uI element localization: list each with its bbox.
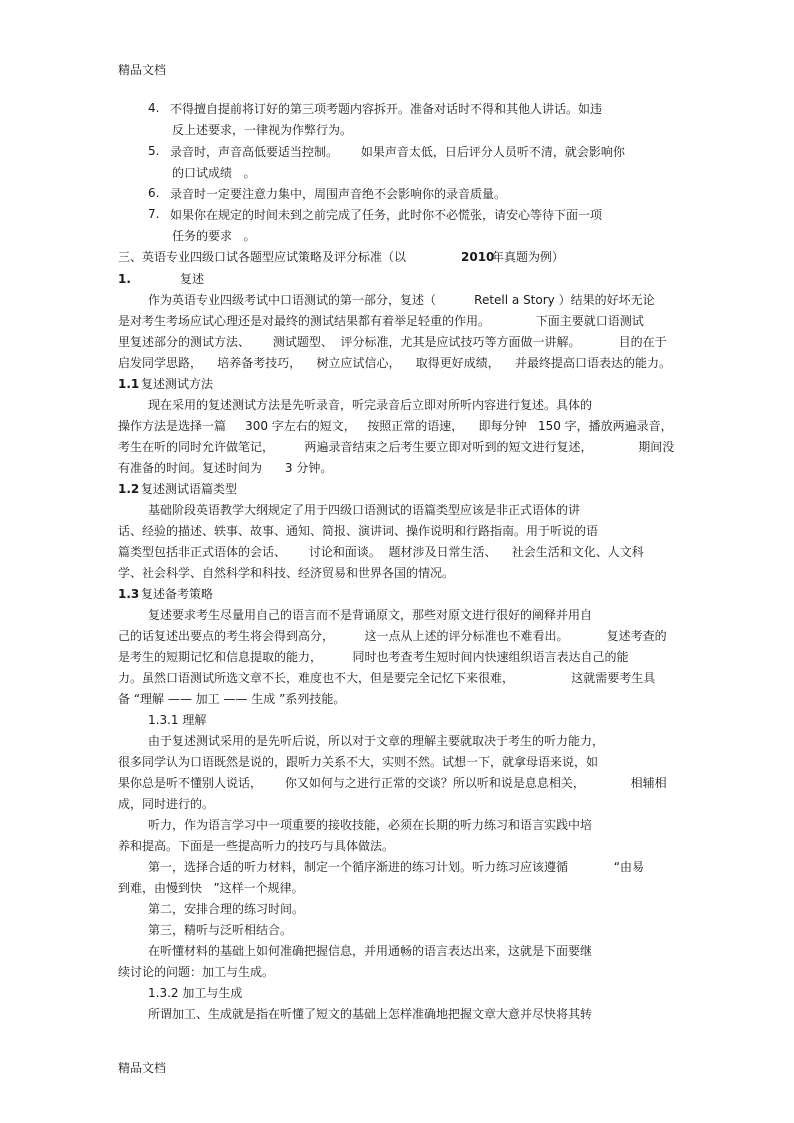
- paragraph-line: 所谓加工、生成就是指在听懂了短文的基础上怎样准确地把握文章大意并尽快将其转: [148, 1007, 593, 1021]
- paragraph-line: 养和提高。下面是一些提高听力的技巧与具体做法。: [118, 839, 395, 853]
- page-header: 精品文档: [118, 63, 167, 77]
- list-item-line: 的口试成绩 。: [172, 166, 256, 180]
- paragraph-line: 很多同学认为口语既然是说的，跟听力关系不大，实则不然。试想一下，就拿母语来说，如: [118, 755, 599, 769]
- heading-number: 1.1: [118, 377, 140, 391]
- paragraph-line: 由于复述测试采用的是先听后说，所以对于文章的理解主要就取决于考生的听力能力，: [148, 734, 605, 748]
- paragraph-line: 是考生的短期记忆和信息提取的能力， 同时也考查考生短时间内快速组织语言表达自己的能: [118, 650, 629, 664]
- paragraph-line: 第一，选择合适的听力材料，制定一个循序渐进的练习计划。听力练习应该遵循 “由易: [148, 860, 644, 874]
- heading-title: 复述备考策略: [141, 587, 214, 601]
- paragraph-line: 果你总是听不懂别人说话， 你又如何与之进行正常的交谈？所以听和说是息息相关， 相辅相: [118, 776, 667, 790]
- paragraph-line: 续讨论的问题：加工与生成。: [118, 965, 275, 979]
- list-item-number: 4.: [148, 101, 160, 115]
- list-item-line: 录音时，声音高低要适当控制。 如果声音太低，日后评分人员听不清，就会影响你: [170, 145, 625, 159]
- section-title-year: 2010: [461, 250, 495, 264]
- paragraph-line: 篇类型包括非正式语体的会话、 讨论和面谈。 题材涉及日常生活、 社会生活和文化、人文科: [118, 545, 644, 559]
- list-item-line: 不得擅自提前将订好的第三项考题内容拆开。准备对话时不得和其他人讲话。如违: [170, 102, 603, 116]
- heading-number: 1.3: [118, 587, 140, 601]
- section-title-suffix: 年真题为例）: [492, 250, 565, 264]
- paragraph-line: 是对考生考场应试心理还是对最终的测试结果都有着举足轻重的作用。 下面主要就口语测试: [118, 314, 644, 328]
- heading-title: 复述测试方法: [141, 377, 214, 391]
- list-item-number: 6.: [148, 186, 160, 200]
- paragraph-line: 操作方法是选择一篇 300 字左右的短文， 按照正常的语速， 即每分钟 150 字，播放两遍录音，: [118, 419, 673, 433]
- paragraph-line: 复述要求考生尽量用自己的语言而不是背诵原文，那些对原文进行很好的阐释并用自: [148, 608, 593, 622]
- paragraph-line: 作为英语专业四级考试中口语测试的第一部分，复述（ Retell a Story ）结果的好坏无论: [148, 293, 655, 307]
- paragraph-line: 启发同学思路， 培养备考技巧， 树立应试信心， 取得更好成绩， 并最终提高口语表达的能力。: [118, 356, 672, 370]
- subheading-132: 1.3.2 加工与生成: [148, 986, 243, 1000]
- list-item-line: 如果你在规定的时间未到之前完成了任务，此时你不必慌张，请安心等待下面一项: [170, 208, 603, 222]
- paragraph-line: 里复述部分的测试方法、 测试题型、 评分标准，尤其是应试技巧等方面做一讲解。 目的在于: [118, 335, 667, 349]
- paragraph-line: 现在采用的复述测试方法是先听录音，听完录音后立即对所听内容进行复述。具体的: [148, 398, 593, 412]
- subsection-number: 1.: [118, 272, 131, 286]
- section-title: 三、英语专业四级口试各题型应试策略及评分标准（以: [118, 250, 407, 264]
- list-item-line: 反上述要求，一律视为作弊行为。: [172, 123, 353, 137]
- subsection-title: 复述: [180, 272, 205, 286]
- paragraph-line: 备 “理解 —— 加工 —— 生成 ”系列技能。: [118, 692, 346, 706]
- heading-title: 复述测试语篇类型: [141, 482, 238, 496]
- paragraph-line: 话、经验的描述、轶事、故事、通知、简报、演讲词、操作说明和行路指南。用于听说的语: [118, 524, 599, 538]
- subheading-131: 1.3.1 理解: [148, 713, 207, 727]
- paragraph-line: 到难，由慢到快 ”这样一个规律。: [118, 881, 304, 895]
- page-footer: 精品文档: [118, 1061, 167, 1075]
- paragraph-line: 在听懂材料的基础上如何准确把握信息，并用通畅的语言表达出来，这就是下面要继: [148, 944, 593, 958]
- heading-number: 1.2: [118, 482, 140, 496]
- paragraph-line: 第二，安排合理的练习时间。: [148, 902, 305, 916]
- paragraph-line: 第三，精听与泛听相结合。: [148, 923, 293, 937]
- paragraph-line: 听力，作为语言学习中一项重要的接收技能，必须在长期的听力练习和语言实践中培: [148, 818, 593, 832]
- list-item-line: 录音时一定要注意力集中，周围声音绝不会影响你的录音质量。: [170, 187, 507, 201]
- list-item-number: 5.: [148, 144, 160, 158]
- list-item-number: 7.: [148, 207, 160, 221]
- paragraph-line: 基础阶段英语教学大纲规定了用于四级口语测试的语篇类型应该是非正式语体的讲: [148, 503, 581, 517]
- list-item-line: 任务的要求 。: [172, 229, 256, 243]
- paragraph-line: 己的话复述出要点的考生将会得到高分， 这一点从上述的评分标准也不难看出。 复述考查的: [118, 629, 667, 643]
- paragraph-line: 学、社会科学、自然科学和科技、经济贸易和世界各国的情况。: [118, 566, 455, 580]
- paragraph-line: 考生在听的同时允许做笔记， 两遍录音结束之后考生要立即对听到的短文进行复述， 期间没: [118, 440, 675, 454]
- paragraph-line: 力。虽然口语测试所选文章不长，难度也不大，但是要完全记忆下来很难， 这就需要考生具: [118, 671, 656, 685]
- paragraph-line: 成，同时进行的。: [118, 797, 215, 811]
- paragraph-line: 有准备的时间。复述时间为 3 分钟。: [118, 461, 333, 475]
